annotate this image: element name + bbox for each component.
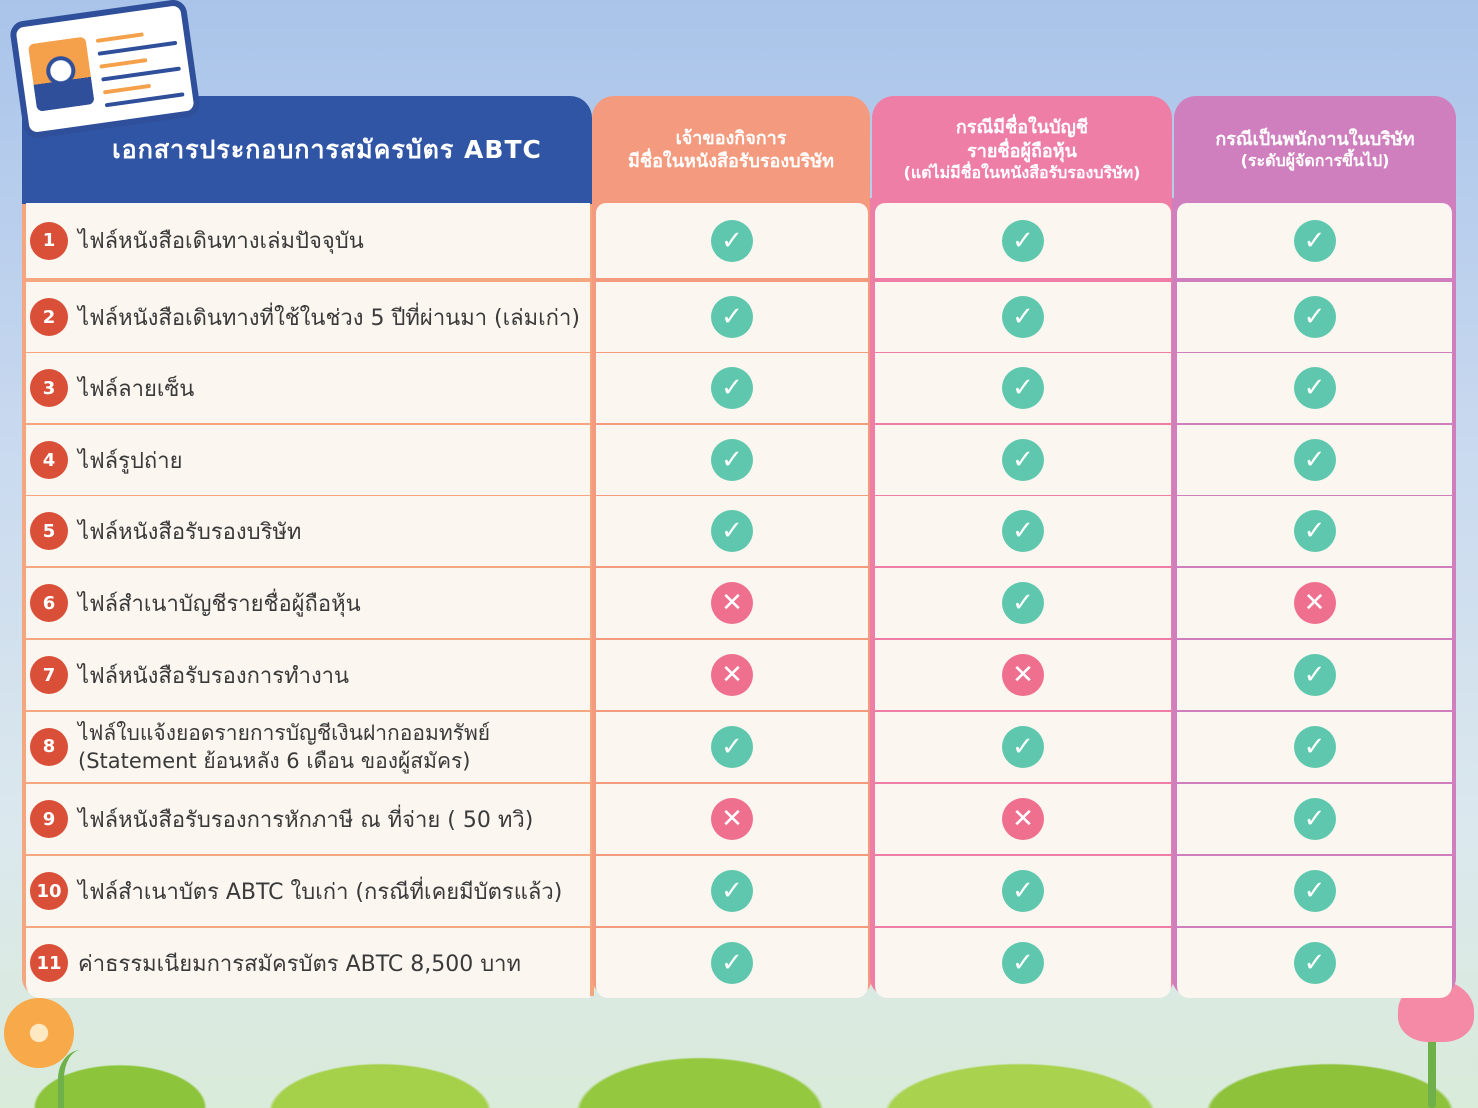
- cross-circle-icon: ✕: [711, 798, 753, 840]
- row-text: [78, 223, 364, 258]
- check-circle-icon: ✓: [1002, 870, 1044, 912]
- table-row-label: [26, 928, 590, 998]
- check-circle-icon: ✓: [1002, 582, 1044, 624]
- row-label-text: ไฟล์สำเนาบัญชีรายชื่อผู้ถือหุ้น: [78, 591, 361, 617]
- row-text: [78, 586, 361, 621]
- row-number-badge: 8: [30, 728, 68, 766]
- check-circle-icon: ✓: [711, 510, 753, 552]
- cross-circle-icon: ✕: [1002, 654, 1044, 696]
- row-label-text: ไฟล์สำเนาบัตร ABTC ใบเก่า (กรณีที่เคยมีบัตรแล้ว): [78, 879, 563, 905]
- grass-decoration: [0, 988, 1478, 1108]
- check-circle-icon: ✓: [1002, 220, 1044, 262]
- check-circle-icon: ✓: [1002, 510, 1044, 552]
- check-circle-icon: ✓: [711, 439, 753, 481]
- row-text: [78, 946, 521, 981]
- row-number-badge: 2: [30, 298, 68, 336]
- row-number-badge: 9: [30, 800, 68, 838]
- row-text: [78, 443, 182, 478]
- row-label-text: ไฟล์หนังสือรับรองการหักภาษี ณ ที่จ่าย ( 50 ทวิ): [78, 807, 534, 833]
- check-circle-icon: ✓: [1294, 439, 1336, 481]
- table-row-label: [26, 282, 590, 352]
- cross-circle-icon: ✕: [1002, 798, 1044, 840]
- row-number-badge: 1: [30, 222, 68, 260]
- header-owner: เจ้าของกิจการ มีชื่อในหนังสือรับรองบริษัท: [592, 96, 870, 204]
- table-row-label: [26, 712, 590, 782]
- row-number-badge: 4: [30, 441, 68, 479]
- check-circle-icon: ✓: [711, 220, 753, 262]
- row-label-subtext: (Statement ย้อนหลัง 6 เดือน ของผู้สมัคร): [78, 749, 471, 773]
- check-circle-icon: ✓: [1294, 942, 1336, 984]
- row-text: [78, 514, 301, 549]
- check-circle-icon: ✓: [1294, 654, 1336, 696]
- table-row-label: [26, 784, 590, 854]
- check-circle-icon: ✓: [711, 942, 753, 984]
- row-label-text: ไฟล์ใบแจ้งยอดรายการบัญชีเงินฝากออมทรัพย์: [78, 720, 491, 745]
- id-card-icon: [9, 0, 202, 140]
- cross-circle-icon: ✕: [711, 654, 753, 696]
- check-circle-icon: ✓: [1294, 296, 1336, 338]
- header-shareholder: กรณีมีชื่อในบัญชี รายชื่อผู้ถือหุ้น (แต่ไม่มีชื่อในหนังสือรับรองบริษัท): [872, 96, 1172, 204]
- check-circle-icon: ✓: [1294, 798, 1336, 840]
- check-circle-icon: ✓: [711, 296, 753, 338]
- check-circle-icon: ✓: [711, 726, 753, 768]
- row-number-badge: 11: [30, 944, 68, 982]
- table-row-label: [26, 640, 590, 710]
- row-number-badge: 7: [30, 656, 68, 694]
- table-row-label: [26, 353, 590, 423]
- check-circle-icon: ✓: [1002, 726, 1044, 768]
- row-text: [78, 719, 490, 776]
- row-number-badge: 6: [30, 584, 68, 622]
- table-row-label: [26, 425, 590, 495]
- check-circle-icon: ✓: [1294, 726, 1336, 768]
- check-circle-icon: ✓: [1294, 510, 1336, 552]
- flower-stem-decoration: [58, 1050, 104, 1108]
- row-label-text: ไฟล์หนังสือเดินทางเล่มปัจจุบัน: [78, 229, 364, 254]
- check-circle-icon: ✓: [711, 367, 753, 409]
- table-row-label: [26, 568, 590, 638]
- row-text: [78, 802, 533, 837]
- row-label-text: ไฟล์ลายเซ็น: [78, 376, 195, 402]
- table-row-label: [26, 856, 590, 926]
- tulip-stem-decoration: [1428, 1036, 1436, 1108]
- check-circle-icon: ✓: [1002, 942, 1044, 984]
- cross-circle-icon: ✕: [711, 582, 753, 624]
- row-number-badge: 5: [30, 512, 68, 550]
- row-text: [78, 300, 580, 335]
- check-circle-icon: ✓: [1002, 367, 1044, 409]
- cross-circle-icon: ✕: [1294, 582, 1336, 624]
- row-text: [78, 371, 194, 406]
- check-circle-icon: ✓: [1294, 870, 1336, 912]
- flower-icon: [4, 998, 74, 1068]
- check-circle-icon: ✓: [1002, 296, 1044, 338]
- row-label-text: ไฟล์หนังสือเดินทางที่ใช้ในช่วง 5 ปีที่ผ่านมา (เล่มเก่า): [78, 305, 580, 331]
- table-row-label: [26, 496, 590, 566]
- row-label-text: ค่าธรรมเนียมการสมัครบัตร ABTC 8,500 บาท: [78, 951, 522, 977]
- check-circle-icon: ✓: [1294, 220, 1336, 262]
- check-circle-icon: ✓: [1002, 439, 1044, 481]
- table-row-label: [26, 203, 590, 278]
- check-circle-icon: ✓: [1294, 367, 1336, 409]
- row-label-text: ไฟล์หนังสือรับรองบริษัท: [78, 519, 302, 545]
- table-title: เอกสารประกอบการสมัครบัตร ABTC: [22, 96, 592, 204]
- row-number-badge: 3: [30, 369, 68, 407]
- row-number-badge: 10: [30, 872, 68, 910]
- row-text: [78, 658, 349, 693]
- row-text: [78, 874, 562, 909]
- header-employee: กรณีเป็นพนักงานในบริษัท (ระดับผู้จัดการขึ้นไป): [1174, 96, 1456, 204]
- check-circle-icon: ✓: [711, 870, 753, 912]
- row-label-text: ไฟล์หนังสือรับรองการทำงาน: [78, 663, 350, 689]
- row-label-text: ไฟล์รูปถ่าย: [78, 448, 183, 474]
